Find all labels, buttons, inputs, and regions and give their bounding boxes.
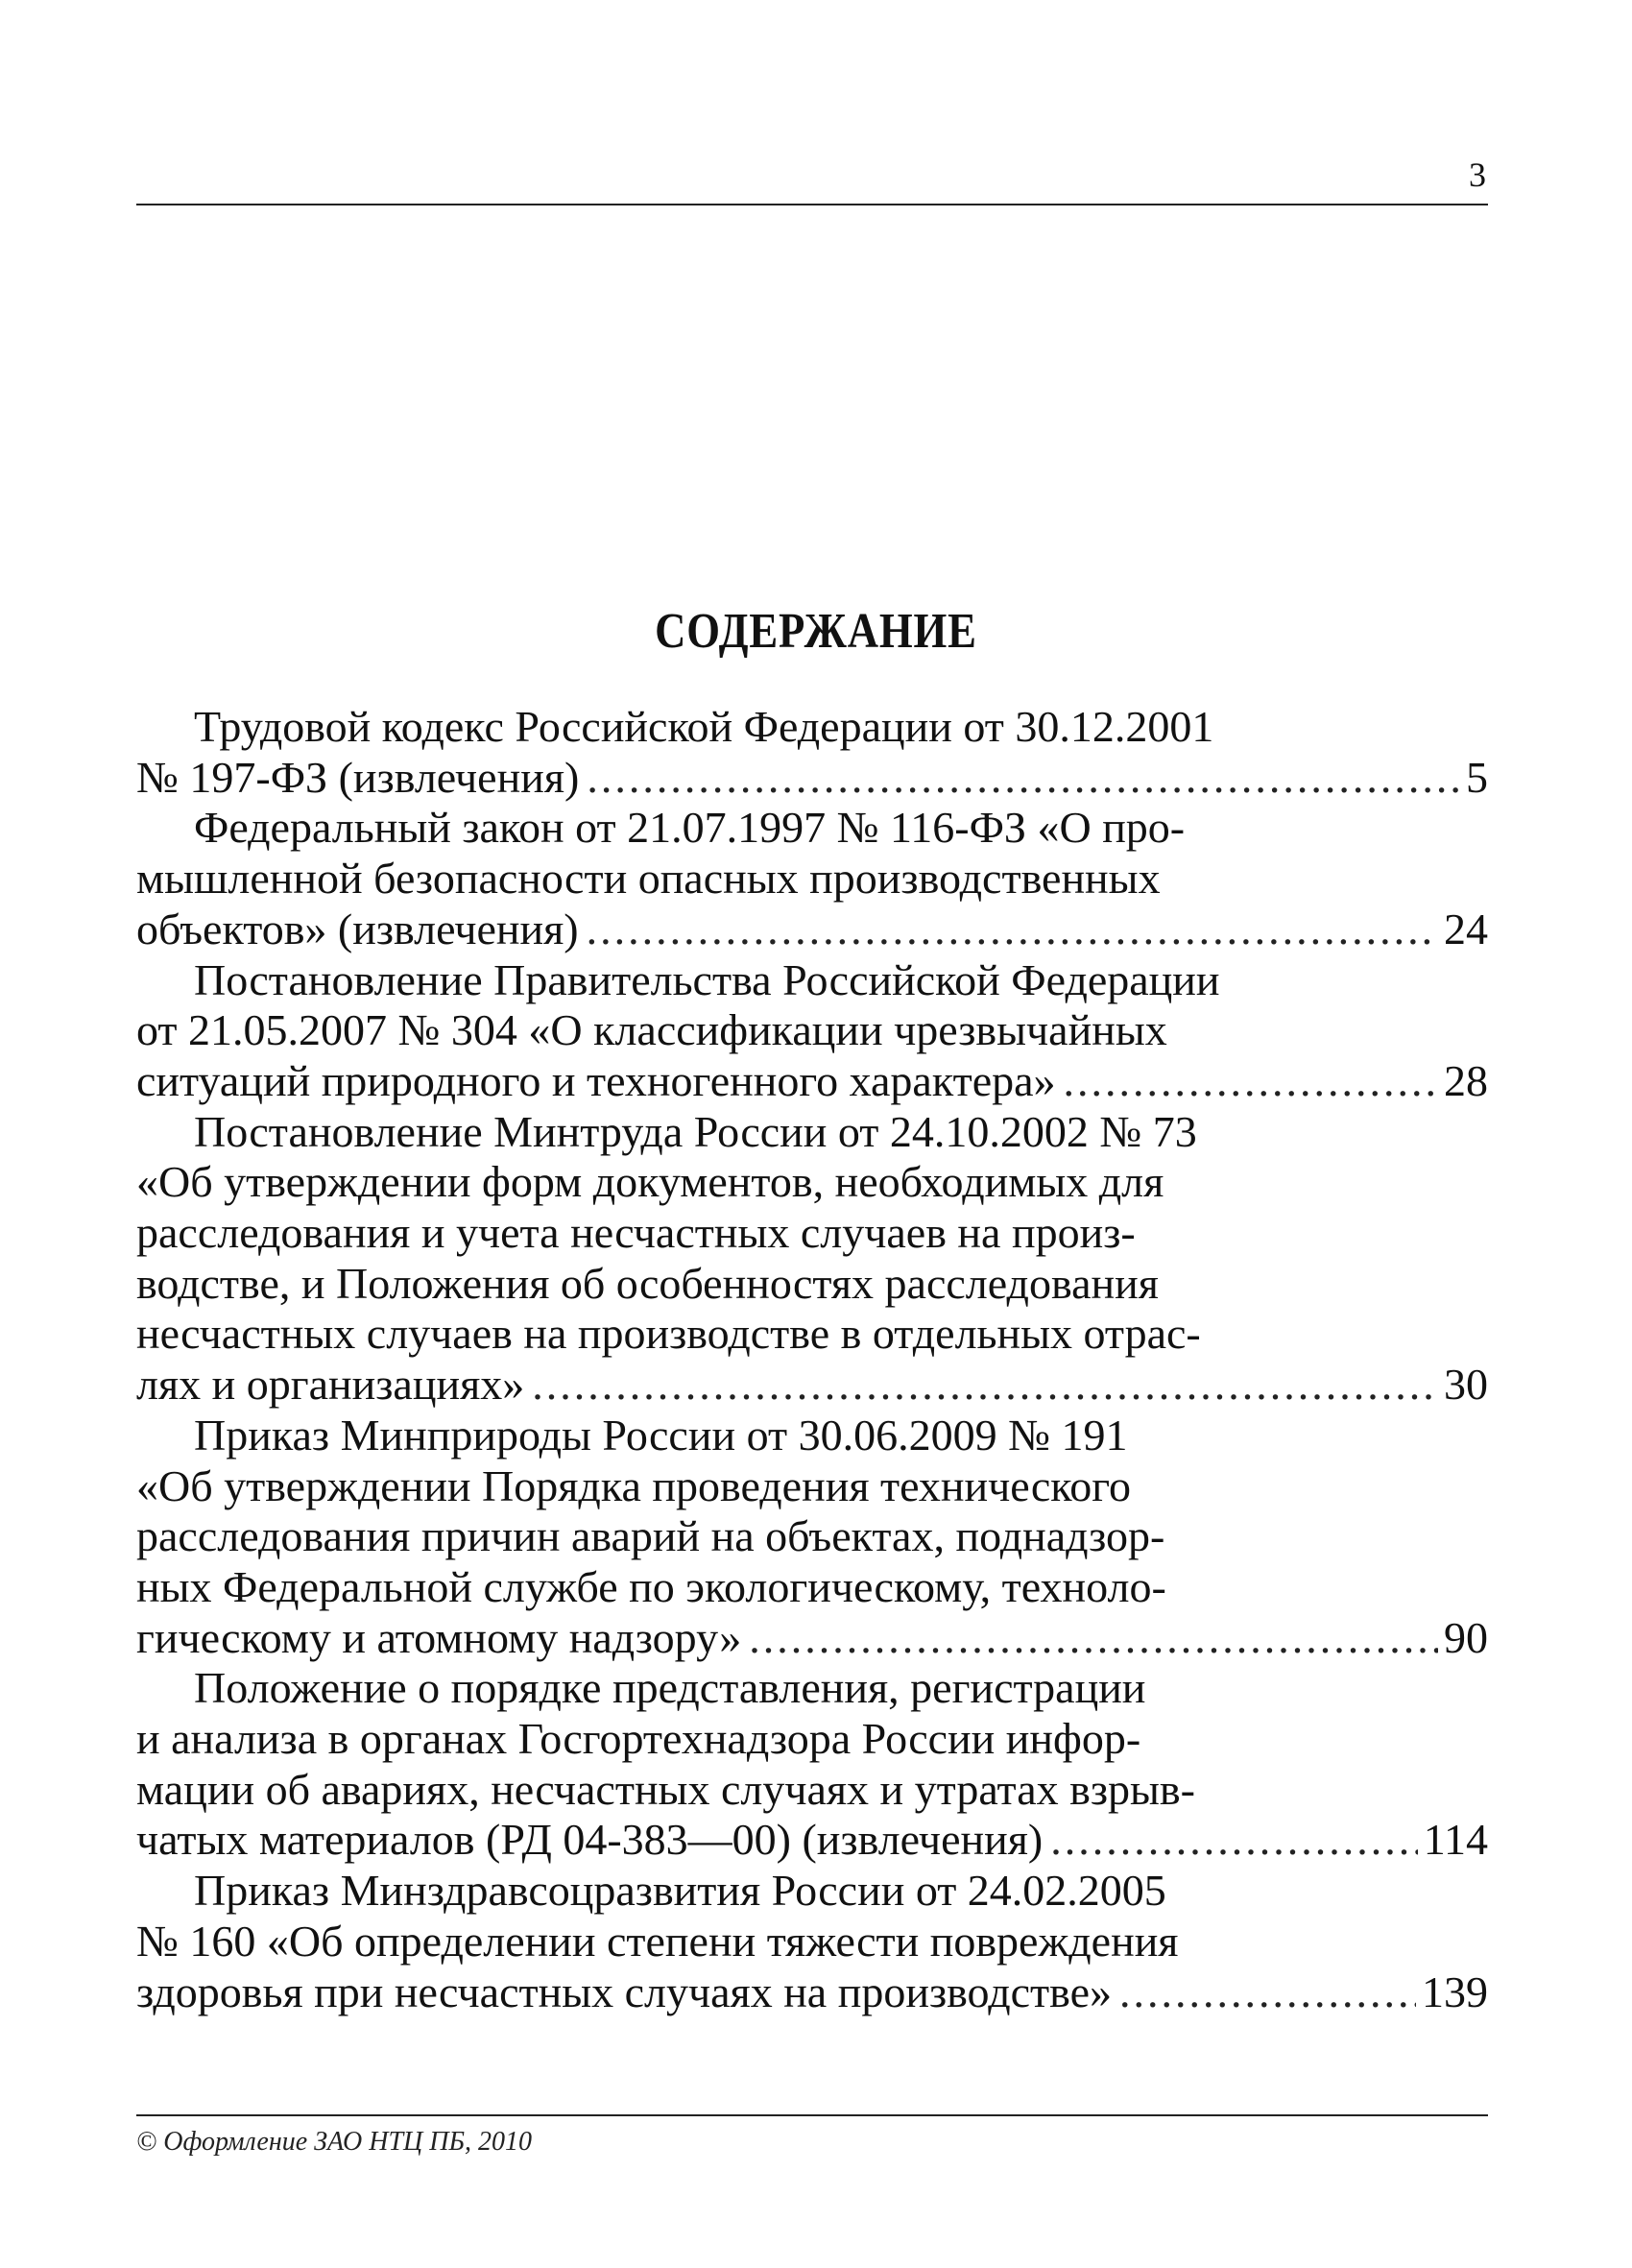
toc-entry-text: объектов» (извлечения) [136, 904, 579, 953]
toc-entry-line: Положение о порядке представления, регистрации [194, 1663, 1146, 1713]
toc-entry-line: мышленной безопасности опасных производственных [136, 854, 1161, 904]
toc-entry-last-line [136, 753, 1488, 804]
toc-page-number: 114 [1423, 1815, 1488, 1865]
toc-entry-line: расследования причин аварий на объектах, поднадзор- [136, 1511, 1165, 1561]
toc-entry-text: лях и организациях» [136, 1360, 525, 1410]
toc-entry-last-line [136, 1613, 1488, 1664]
dot-leader [532, 1360, 1438, 1411]
toc-entry [136, 1411, 1488, 1664]
toc-entry-line: водстве, и Положения об особенностях расследования [136, 1258, 1159, 1308]
toc-entry-line: № 160 «Об определении степени тяжести повреждения [136, 1916, 1179, 1966]
toc-entry-line: Постановление Минтруда России от 24.10.2002 № 73 [194, 1106, 1197, 1156]
footer-rule [136, 2114, 1488, 2116]
toc-entry-last-line [136, 1967, 1488, 2018]
toc-entry-last-line [136, 1360, 1488, 1411]
toc-page-number: 24 [1444, 904, 1488, 953]
toc-entry-line: несчастных случаев на производстве в отдельных отрас- [136, 1309, 1201, 1359]
toc-entry-line: и анализа в органах Госгортехнадзора России инфор- [136, 1714, 1141, 1764]
toc-entry-text: чатых материалов (РД 04-383—00) (извлечения) [136, 1815, 1044, 1865]
toc-entry [136, 1107, 1488, 1411]
dot-leader [1119, 1967, 1416, 2018]
toc-page-number: 30 [1444, 1360, 1488, 1410]
toc-entry-text: здоровья при несчастных случаях на производстве» [136, 1966, 1112, 2016]
toc-entry-line: расследования и учета несчастных случаев на произ- [136, 1208, 1136, 1258]
toc-entry-line: мации об авариях, несчастных случаях и утратах взрыв- [136, 1764, 1195, 1814]
toc-entry-line: Федеральный закон от 21.07.1997 № 116-ФЗ «О про- [194, 803, 1186, 853]
toc-entry [136, 702, 1488, 803]
toc-entry [136, 803, 1488, 954]
toc-entry-line: ных Федеральной службе по экологическому, техноло- [136, 1561, 1166, 1611]
toc-entry-line: «Об утверждении Порядка проведения технического [136, 1460, 1131, 1510]
toc-entry-last-line [136, 1056, 1488, 1107]
toc-entry [136, 1866, 1488, 2017]
table-of-contents [136, 702, 1488, 2017]
dot-leader [1064, 1056, 1438, 1107]
page-title: СОДЕРЖАНИЕ [655, 604, 977, 659]
toc-entry [136, 1663, 1488, 1866]
toc-entry-line: Приказ Минприроды России от 30.06.2009 № 191 [194, 1410, 1128, 1460]
toc-page-number: 5 [1466, 752, 1488, 802]
dot-leader [587, 753, 1460, 804]
dot-leader [1050, 1815, 1418, 1866]
header-rule [136, 204, 1488, 205]
toc-page-number: 139 [1422, 1966, 1488, 2016]
dot-leader [749, 1613, 1438, 1664]
page-number: 3 [1469, 156, 1486, 194]
toc-entry-text: гическому и атомному надзору» [136, 1612, 742, 1662]
toc-entry-line: «Об утверждении форм документов, необходимых для [136, 1157, 1164, 1207]
toc-entry-line: Приказ Минздравсоцразвития России от 24.02.2005 [194, 1866, 1166, 1916]
toc-entry-line: от 21.05.2007 № 304 «О классификации чрезвычайных [136, 1005, 1167, 1055]
toc-entry-line: Постановление Правительства Российской Федерации [194, 954, 1220, 1004]
dot-leader [587, 905, 1438, 955]
toc-entry-text: № 197-ФЗ (извлечения) [136, 752, 580, 802]
toc-entry-last-line [136, 905, 1488, 955]
footer-copyright: © Оформление ЗАО НТЦ ПБ, 2010 [136, 2127, 533, 2157]
toc-entry-last-line [136, 1815, 1488, 1866]
toc-page-number: 28 [1444, 1055, 1488, 1105]
toc-entry-line: Трудовой кодекс Российской Федерации от 30.12.2001 [194, 702, 1214, 751]
toc-page-number: 90 [1444, 1612, 1488, 1662]
toc-entry [136, 955, 1488, 1107]
toc-entry-text: ситуаций природного и техногенного характера» [136, 1055, 1056, 1105]
